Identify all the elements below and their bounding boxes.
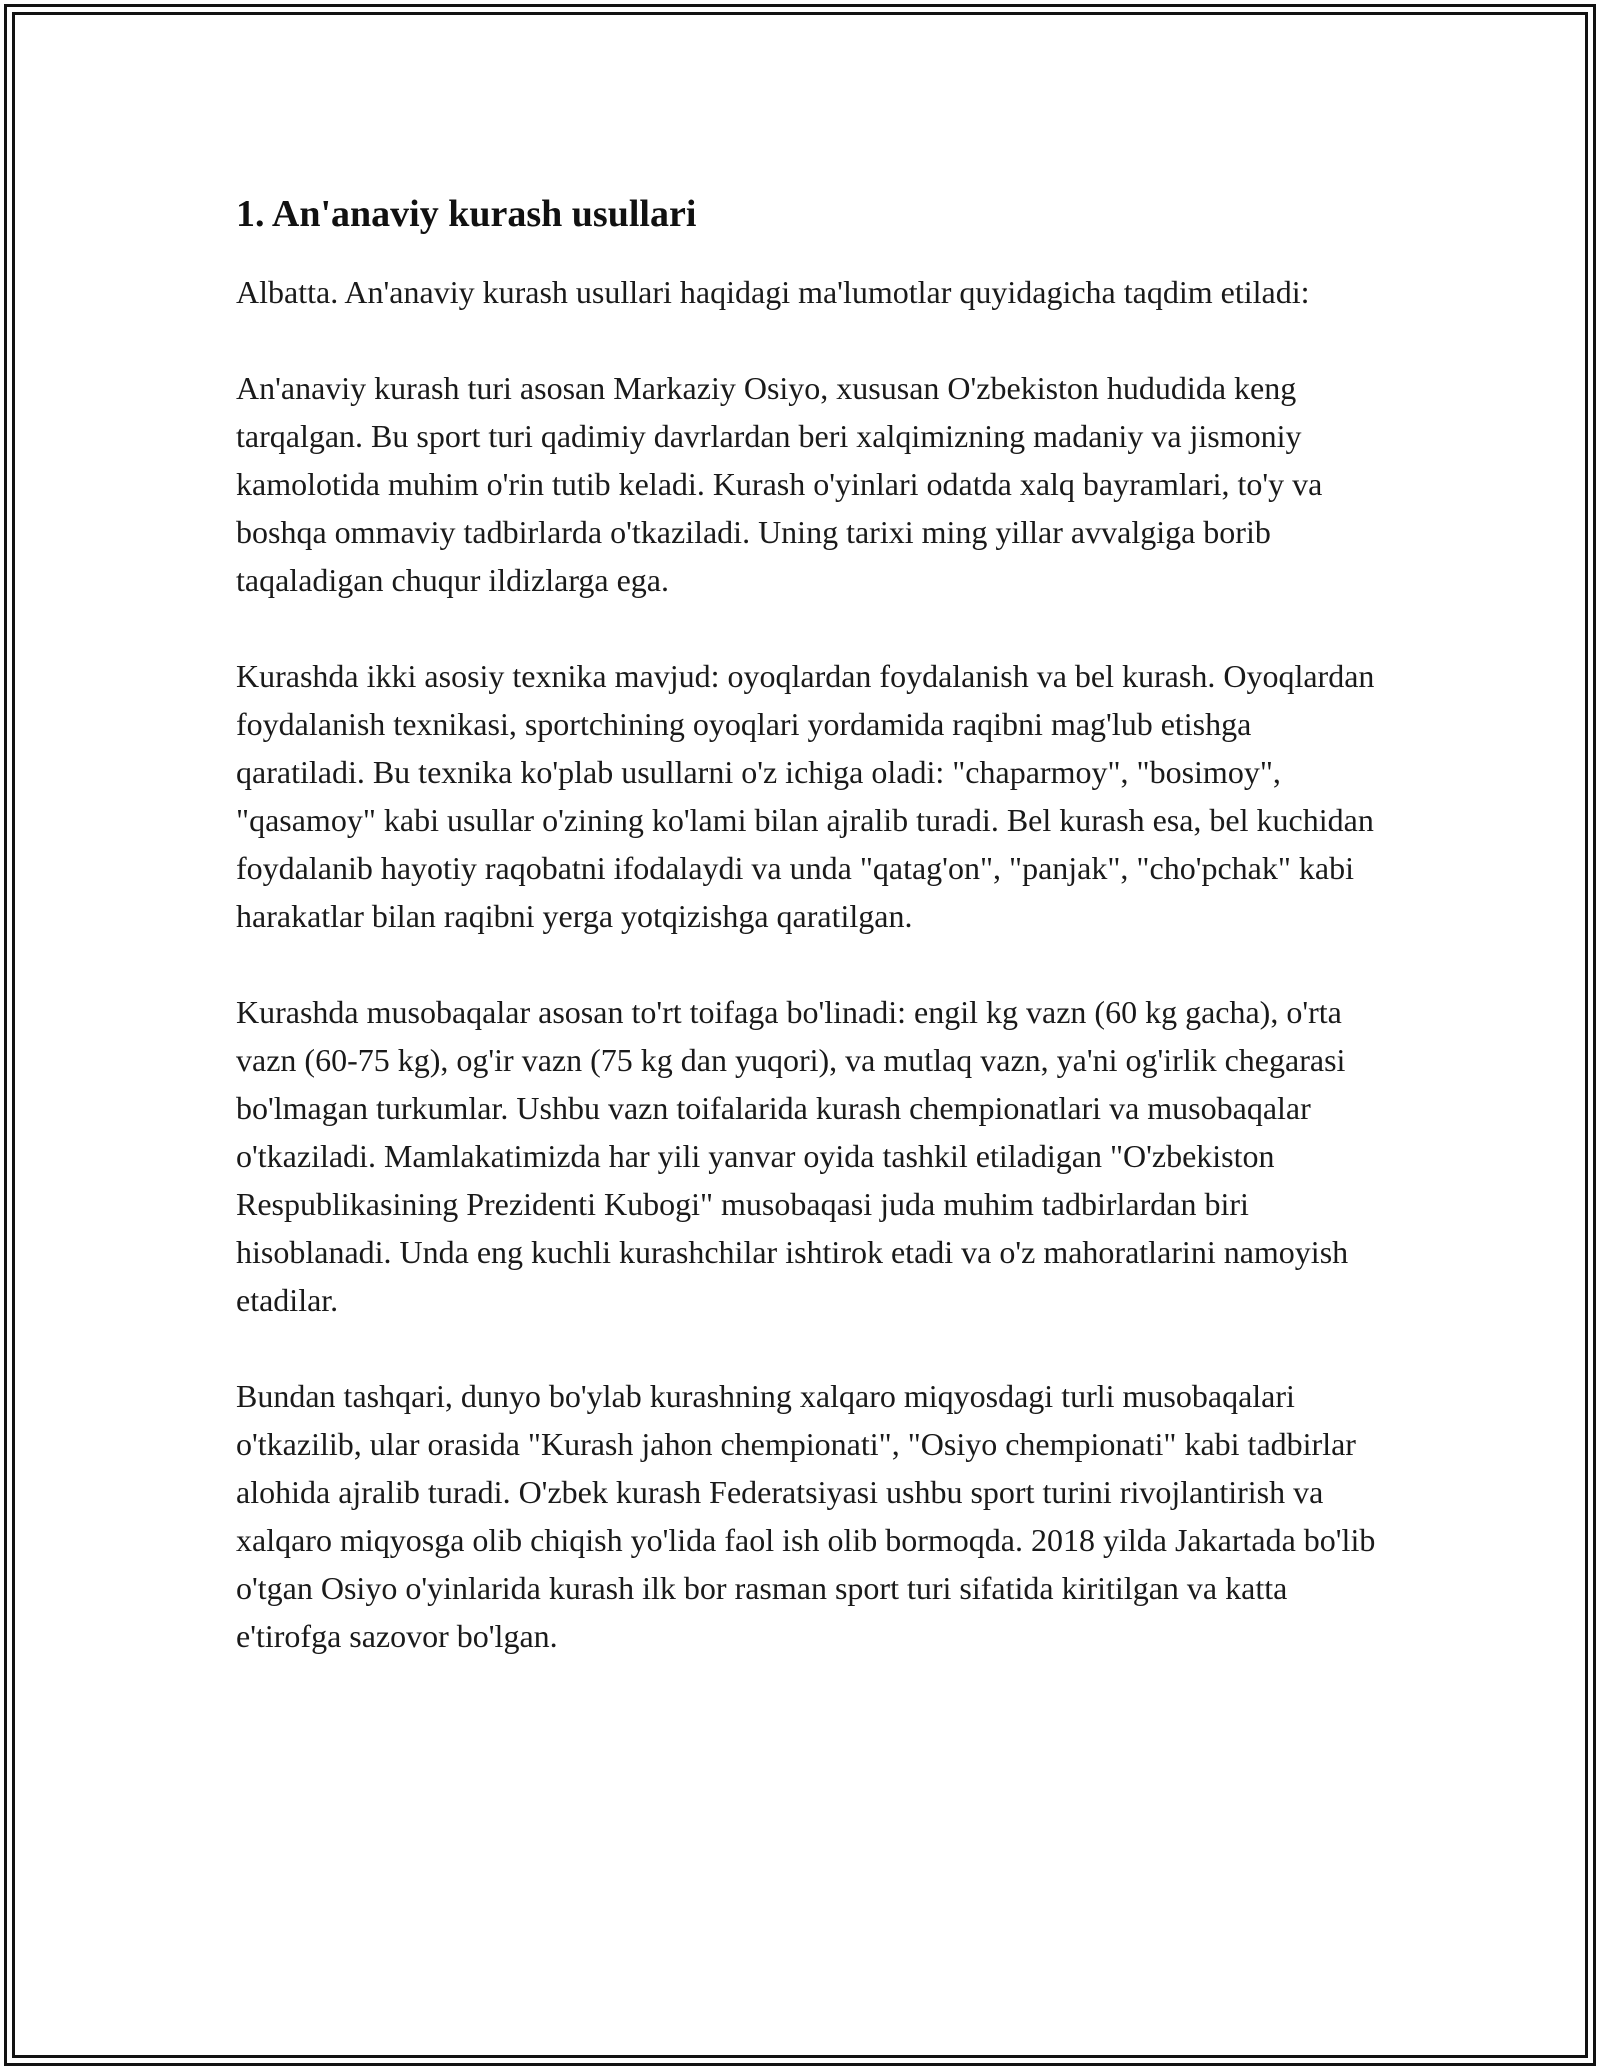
paragraph-weight-classes: Kurashda musobaqalar asosan to'rt toifaga bo'linadi: engil kg vazn (60 kg gacha), o'rta vazn (60-75 kg), og'ir vazn (75 kg dan yuqori), va mutlaq vazn, ya'ni og'irlik chegarasi bo'lmagan turkumlar. Ushbu vazn toifalarida kurash chempionatlari va musobaqalar o'tkaziladi. Mamlakatimizda har yili yanvar oyida tashkil etiladigan "O'zbekiston Respublikasining Prezidenti Kubogi" musobaqasi juda muhim tadbirlardan biri hisoblanadi. Unda eng kuchli kurashchilar ishtirok etadi va o'z mahoratlarini namoyish etadilar.	[236, 994, 1349, 1318]
paragraph-international: Bundan tashqari, dunyo bo'ylab kurashning xalqaro miqyosdagi turli musobaqalari o'tkazilib, ular orasida "Kurash jahon chempionati", "Osiyo chempionati" kabi tadbirlar alohida ajralib turadi. O'zbek kurash Federatsiyasi ushbu sport turini rivojlantirish va xalqaro miqyosga olib chiqish yo'lida faol ish olib bormoqda. 2018 yilda Jakartada bo'lib o'tgan Osiyo o'yinlarida kurash ilk bor rasman sport turi sifatida kiritilgan va katta e'tirofga sazovor bo'lgan.	[236, 1378, 1376, 1654]
document-body	[236, 188, 1376, 1708]
section-heading: 1. An'anaviy kurash usullari	[236, 193, 697, 235]
paragraph-techniques: Kurashda ikki asosiy texnika mavjud: oyoqlardan foydalanish va bel kurash. Oyoqlardan foydalanish texnikasi, sportchining oyoqlari yordamida raqibni mag'lub etishga qaratiladi. Bu texnika ko'plab usullarni o'z ichiga oladi: "chaparmoy", "bosimoy", "qasamoy" kabi usullar o'zining ko'lami bilan ajralib turadi. Bel kurash esa, bel kuchidan foydalanib hayotiy raqobatni ifodalaydi va unda "qatag'on", "panjak", "cho'pchak" kabi harakatlar bilan raqibni yerga yotqizishga qaratilgan.	[236, 658, 1375, 934]
paragraph-history: An'anaviy kurash turi asosan Markaziy Osiyo, xususan O'zbekiston hududida keng tarqalgan. Bu sport turi qadimiy davrlardan beri xalqimizning madaniy va jismoniy kamolotida muhim o'rin tutib keladi. Kurash o'yinlari odatda xalq bayramlari, to'y va boshqa ommaviy tadbirlarda o'tkaziladi. Uning tarixi ming yillar avvalgiga borib taqaladigan chuqur ildizlarga ega.	[236, 370, 1323, 598]
paragraph-intro: Albatta. An'anaviy kurash usullari haqidagi ma'lumotlar quyidagicha taqdim etiladi:	[236, 274, 1310, 310]
